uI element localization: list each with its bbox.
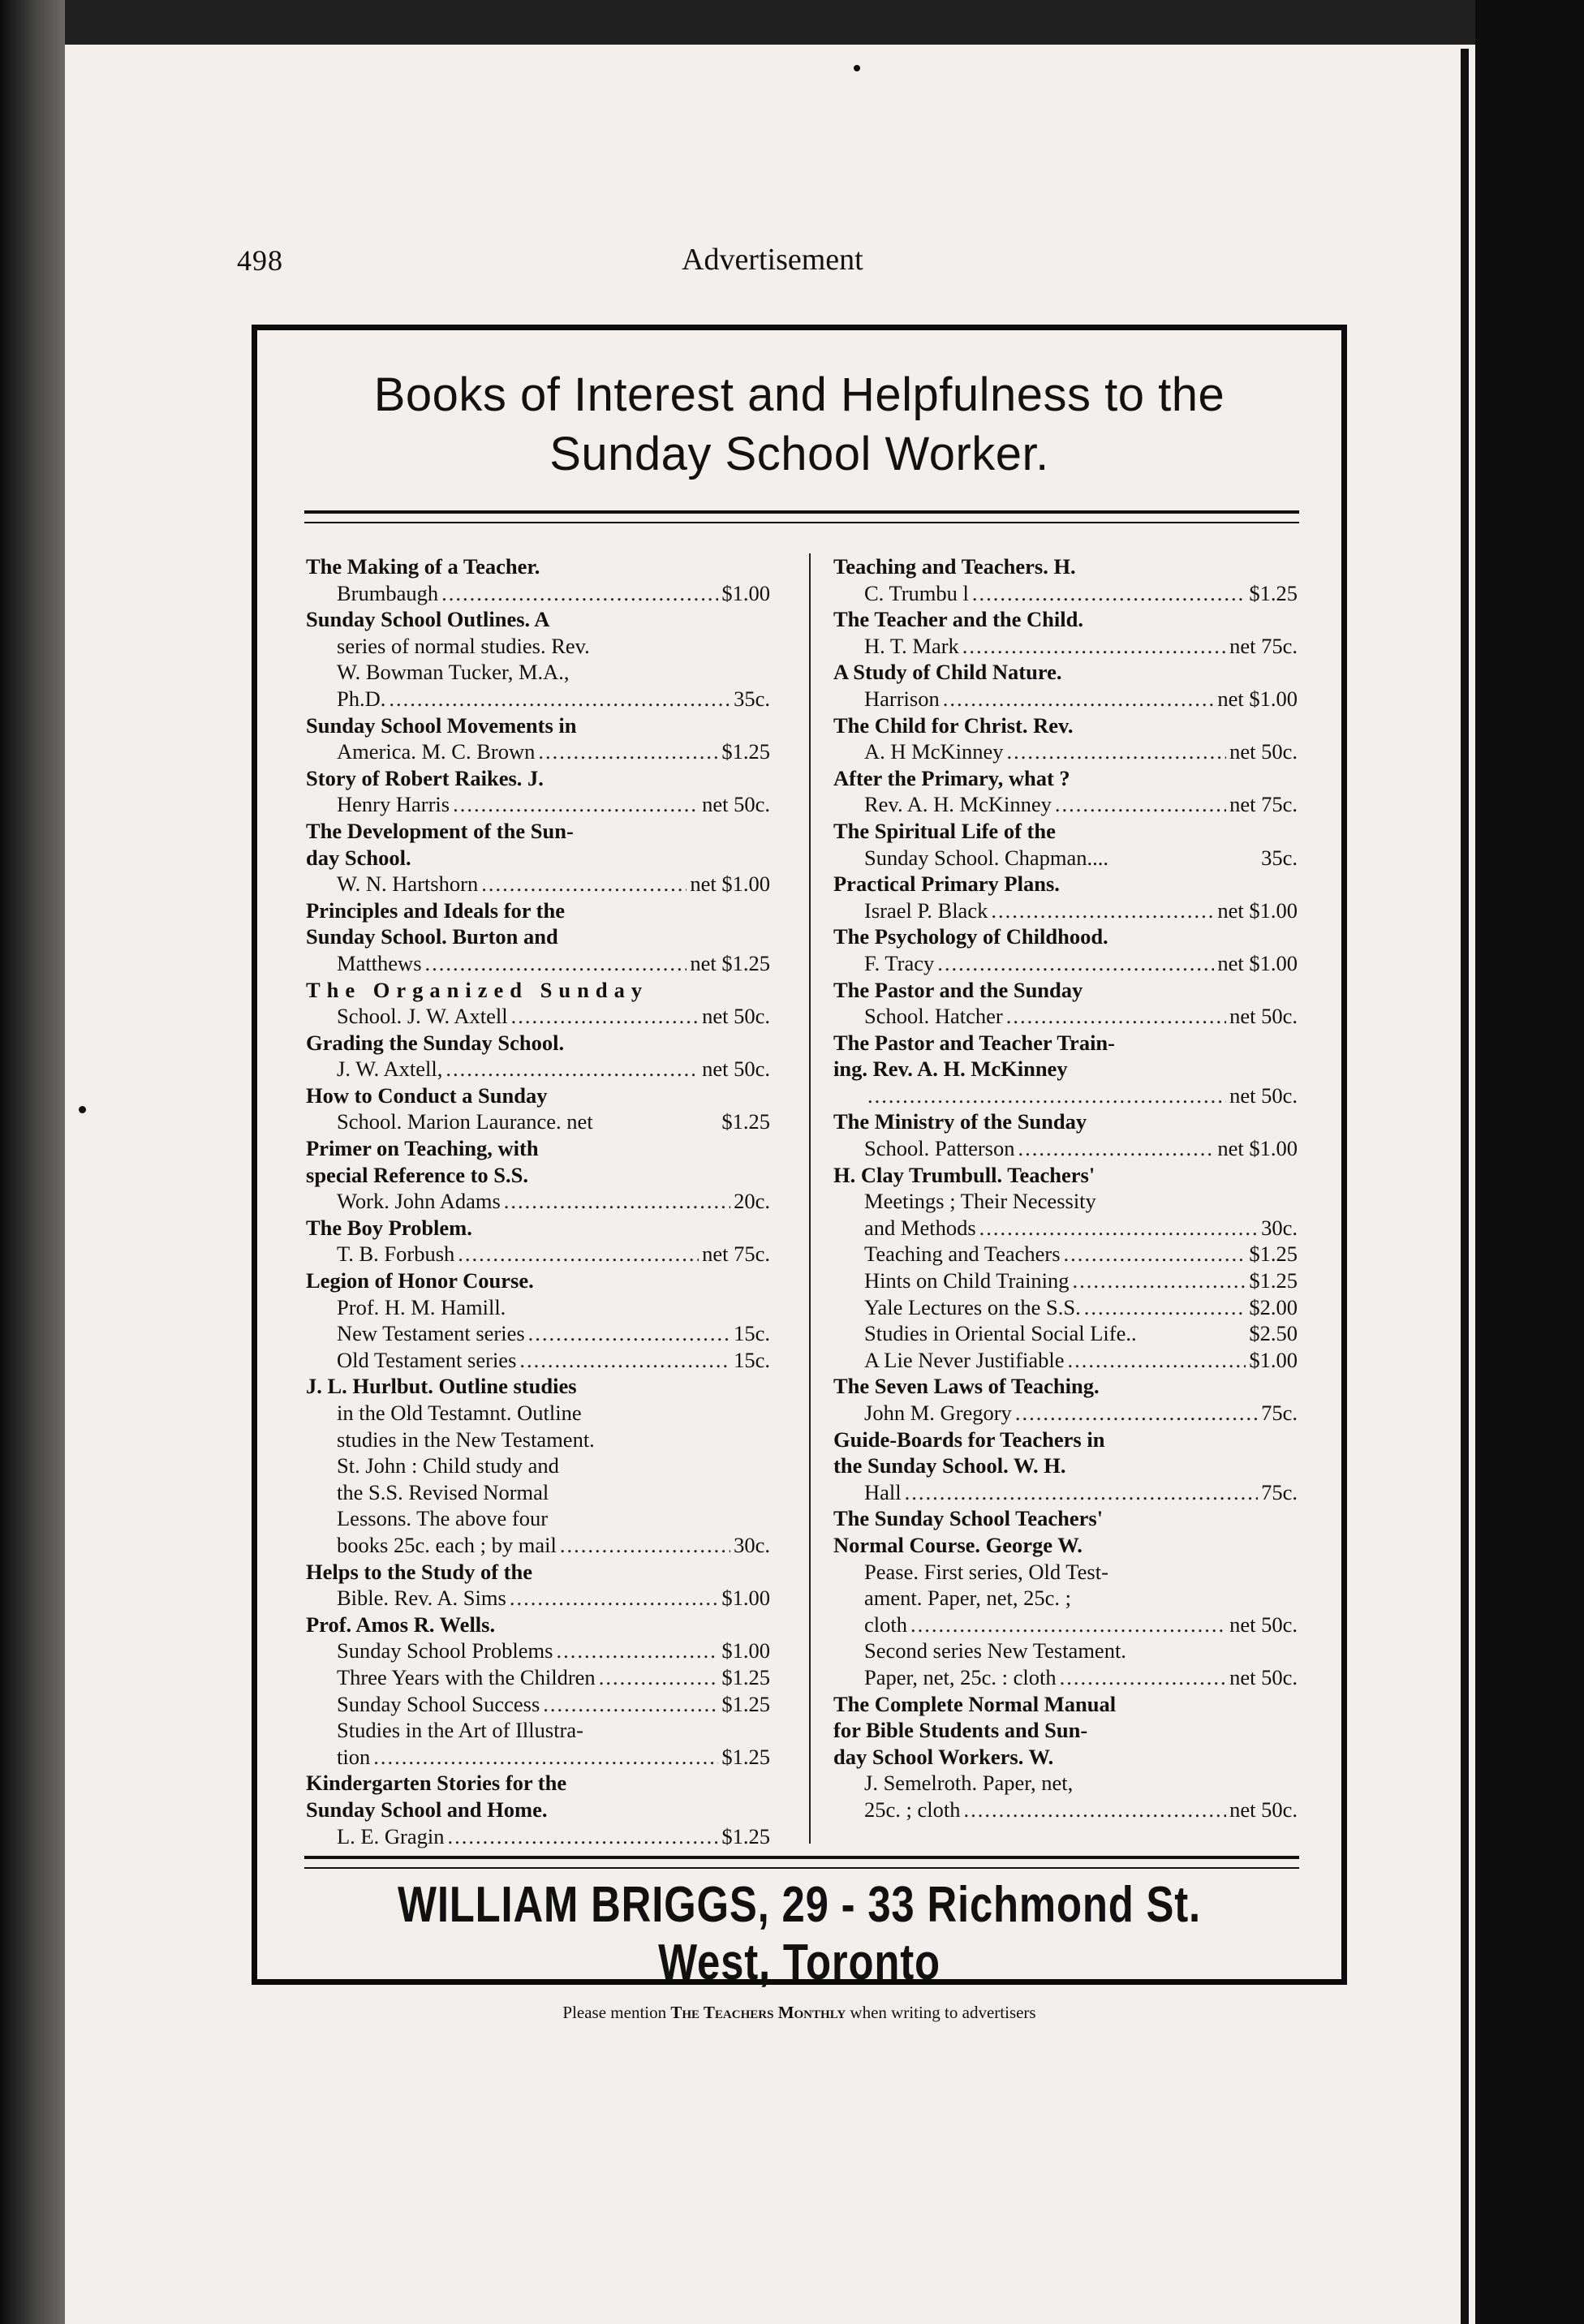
book-entry-line [833, 1030, 1298, 1057]
entry-text: Practical Primary Plans. [833, 872, 1060, 897]
book-entry-line [833, 1320, 1298, 1347]
book-entry-line [833, 580, 1298, 607]
entry-text: Paper, net, 25c. : cloth [864, 1664, 1057, 1689]
ad-title-line-1: Books of Interest and Helpfulness to the [373, 368, 1225, 421]
entry-price: net 50c. [702, 1004, 770, 1029]
book-entry-line [306, 659, 770, 686]
entry-text: School. Hatcher [864, 1004, 1003, 1029]
book-binding [0, 0, 65, 2324]
running-head: Advertisement [682, 243, 863, 277]
book-entry-line [306, 1241, 770, 1267]
entry-price: $2.00 [1249, 1294, 1298, 1319]
ink-speck [79, 1106, 86, 1113]
leader-dots [481, 871, 687, 897]
entry-text: The Complete Normal Manual [833, 1691, 1117, 1716]
mention-suffix: when writing to advertisers [850, 2003, 1036, 2022]
book-entry-line [306, 1744, 770, 1771]
leader-dots [972, 580, 1246, 607]
book-entry-line [306, 923, 770, 950]
book-entry-line [306, 1505, 770, 1532]
entry-text: The Pastor and the Sunday [833, 977, 1083, 1002]
entry-text: 25c. ; cloth [864, 1797, 961, 1822]
book-entry-line [833, 1479, 1298, 1506]
book-entry-line [306, 1108, 770, 1135]
entry-text: Studies in the Art of Illustra- [337, 1718, 583, 1743]
book-entry-line [306, 1717, 770, 1744]
leader-dots [599, 1664, 719, 1691]
book-entry-line [833, 1162, 1298, 1189]
book-entry-line [306, 765, 770, 792]
book-entry-line [306, 1188, 770, 1215]
entry-price: $1.25 [721, 1823, 770, 1848]
book-entry-line [306, 897, 770, 924]
entry-price: 75c. [1261, 1479, 1298, 1504]
leader-dots [867, 1082, 1226, 1109]
book-entry-line [833, 1532, 1298, 1559]
entry-text: J. Semelroth. Paper, net, [864, 1771, 1074, 1796]
leader-dots [1007, 738, 1227, 765]
entry-text: Lessons. The above four [337, 1506, 549, 1531]
entry-text: ing. Rev. A. H. McKinney [833, 1057, 1068, 1082]
book-entry-line [306, 633, 770, 660]
entry-text: Sunday School. Chapman.... [864, 845, 1109, 870]
book-entry-line [833, 1612, 1298, 1638]
entry-text: Teaching and Teachers [864, 1242, 1061, 1267]
entry-text: Principles and Ideals for the [306, 897, 565, 923]
book-entry-line [306, 1479, 770, 1506]
entry-text: Israel P. Black [864, 897, 988, 923]
leader-dots [1084, 1294, 1246, 1321]
book-entry-line [833, 1215, 1298, 1242]
entry-text: Yale Lectures on the S.S. [864, 1294, 1081, 1319]
leader-dots [991, 897, 1214, 924]
entry-text: J. W. Axtell, [337, 1057, 443, 1082]
book-entry-line [833, 1347, 1298, 1374]
entry-text: ament. Paper, net, 25c. ; [864, 1586, 1072, 1611]
entry-text: Studies in Oriental Social Life.. [864, 1321, 1137, 1346]
leader-dots [510, 1585, 719, 1612]
entry-text: Ph.D. [337, 686, 386, 711]
book-entry-line [833, 1108, 1298, 1135]
entry-text: the Sunday School. W. H. [833, 1453, 1066, 1478]
entry-price: $1.25 [721, 1109, 770, 1134]
entry-text: cloth [864, 1612, 907, 1637]
book-entry-line [306, 1823, 770, 1850]
book-entry-line [306, 1056, 770, 1082]
entry-price: $1.25 [721, 1664, 770, 1689]
book-entry-line [306, 1585, 770, 1612]
entry-text: Normal Course. George W. [833, 1532, 1083, 1557]
book-entry-line [306, 1797, 770, 1823]
leader-dots [962, 633, 1226, 660]
entry-price: net 50c. [702, 792, 770, 817]
book-entry-line [306, 1612, 770, 1638]
ad-title [257, 366, 1341, 484]
publisher-address: WILLIAM BRIGGS, 29 - 33 Richmond St. West, Toronto [398, 1877, 1201, 1990]
entry-text: Henry Harris [337, 792, 450, 817]
book-entry-line [306, 606, 770, 633]
leader-dots [943, 686, 1215, 712]
page-number: 498 [237, 244, 283, 277]
entry-price: net 50c. [1229, 739, 1298, 764]
leader-dots [937, 950, 1214, 977]
entry-text: Three Years with the Children [337, 1664, 596, 1689]
entry-text: Sunday School. Burton and [306, 924, 558, 949]
leader-dots [1068, 1347, 1246, 1374]
entry-price: net 75c. [1229, 792, 1298, 817]
entry-text: Bible. Rev. A. Sims [337, 1586, 506, 1611]
entry-text: T. B. Forbush [337, 1242, 455, 1267]
entry-text: Kindergarten Stories for the [306, 1771, 567, 1796]
entry-text: for Bible Students and Sun- [833, 1718, 1088, 1743]
book-entry-line [833, 1135, 1298, 1162]
entry-text: books 25c. each ; by mail [337, 1532, 557, 1557]
entry-price: $1.25 [721, 739, 770, 764]
leader-dots [458, 1241, 699, 1267]
book-entry-line [833, 1082, 1298, 1109]
entry-text: Second series New Testament. [864, 1638, 1126, 1663]
entry-text: Rev. A. H. McKinney [864, 792, 1052, 817]
book-entry-line [833, 1003, 1298, 1030]
book-entry-line [306, 1452, 770, 1479]
entry-text: The Seven Laws of Teaching. [833, 1374, 1100, 1399]
entry-price: 15c. [734, 1321, 770, 1346]
leader-dots [1015, 1400, 1258, 1427]
entry-price: net 50c. [1229, 1664, 1298, 1689]
entry-text: The Boy Problem. [306, 1215, 472, 1240]
book-entry-line [306, 738, 770, 765]
book-entry-line [833, 633, 1298, 660]
book-entry-line [306, 553, 770, 580]
book-entry-line [833, 1427, 1298, 1453]
entry-text: The Child for Christ. Rev. [833, 712, 1074, 738]
entry-text: Hall [864, 1479, 902, 1504]
book-entry-line [833, 686, 1298, 712]
book-entry-line [306, 1664, 770, 1691]
entry-text: The Sunday School Teachers' [833, 1506, 1104, 1531]
book-entry-line [833, 1664, 1298, 1691]
leader-dots [905, 1479, 1258, 1506]
entry-text: W. N. Hartshorn [337, 872, 479, 897]
mention-line [252, 2003, 1347, 2023]
book-entry-line [833, 712, 1298, 739]
entry-text: The Ministry of the Sunday [833, 1109, 1087, 1134]
entry-price: $1.25 [1249, 1268, 1298, 1293]
book-entry-line [306, 1427, 770, 1453]
entry-text: Story of Robert Raikes. J. [306, 765, 544, 790]
entry-price: net $1.00 [1217, 897, 1298, 923]
leader-dots [1060, 1664, 1226, 1691]
entry-price: 35c. [1261, 845, 1298, 870]
leader-dots [1006, 1003, 1226, 1030]
entry-text: School. J. W. Axtell [337, 1004, 508, 1029]
entry-price: net 50c. [702, 1057, 770, 1082]
entry-text: Old Testament series [337, 1347, 517, 1372]
entry-text: Sunday School Outlines. A [306, 607, 550, 632]
entry-text: America. M. C. Brown [337, 739, 536, 764]
entry-price: $1.25 [721, 1744, 770, 1769]
book-entry-line [306, 1267, 770, 1294]
entry-text: The Teacher and the Child. [833, 607, 1084, 632]
book-entry-line [306, 818, 770, 845]
entry-price: net $1.00 [1217, 686, 1298, 711]
book-entry-line [306, 1294, 770, 1321]
book-entry-line [833, 1559, 1298, 1586]
entry-text: H. Clay Trumbull. Teachers' [833, 1162, 1095, 1187]
leader-dots [979, 1215, 1258, 1242]
entry-price: net $1.00 [1217, 1136, 1298, 1161]
leader-dots [519, 1347, 730, 1374]
entry-text: Prof. Amos R. Wells. [306, 1612, 496, 1637]
book-entry-line [306, 712, 770, 739]
book-entry-line [306, 1135, 770, 1162]
book-entry-line [833, 1267, 1298, 1294]
entry-text: Harrison [864, 686, 940, 711]
leader-dots [511, 1003, 699, 1030]
book-entry-line [306, 1215, 770, 1242]
entry-price: 30c. [1261, 1215, 1298, 1240]
leader-dots [1055, 791, 1226, 818]
entry-text: Legion of Honor Course. [306, 1268, 534, 1293]
book-entry-line [833, 977, 1298, 1004]
book-entry-line [306, 686, 770, 712]
book-entry-line [306, 977, 770, 1004]
book-entry-line [833, 1770, 1298, 1797]
entry-text: Sunday School Movements in [306, 712, 577, 738]
book-entry-line [833, 659, 1298, 686]
book-entry-line [833, 1188, 1298, 1215]
entry-price: $1.00 [1249, 1347, 1298, 1372]
mention-prefix: Please mention [562, 2003, 667, 2022]
entry-price: $1.25 [721, 1691, 770, 1716]
entry-price: $1.25 [1249, 580, 1298, 605]
leader-dots [1073, 1267, 1246, 1294]
book-entry-line [833, 1452, 1298, 1479]
top-double-rule [304, 510, 1299, 523]
entry-text: F. Tracy [864, 950, 935, 975]
entry-text: Brumbaugh [337, 580, 439, 605]
entry-text: Pease. First series, Old Test- [864, 1559, 1108, 1584]
entry-text: C. Trumbu l [864, 580, 969, 605]
leader-dots [538, 738, 718, 765]
ad-title-line-2: Sunday School Worker. [549, 427, 1049, 480]
book-entry-line [306, 1373, 770, 1400]
entry-text: The Development of the Sun- [306, 818, 574, 843]
right-margin-rule [1461, 49, 1469, 2324]
book-entry-line [306, 950, 770, 977]
book-entry-line [833, 1797, 1298, 1823]
entry-text: Grading the Sunday School. [306, 1030, 565, 1055]
book-entry-line [833, 738, 1298, 765]
advertisement-box [252, 325, 1347, 1990]
leader-dots [441, 580, 718, 607]
book-entry-line [833, 1691, 1298, 1718]
entry-text: John M. Gregory [864, 1401, 1012, 1425]
entry-text: studies in the New Testament. [337, 1427, 595, 1452]
entry-text: The Organized Sunday [306, 977, 649, 1002]
book-entry-line [833, 818, 1298, 845]
book-entry-line [833, 845, 1298, 872]
entry-text: Guide-Boards for Teachers in [833, 1427, 1105, 1452]
book-entry-line [833, 1505, 1298, 1532]
book-entry-line [306, 1400, 770, 1427]
book-entry-line [833, 765, 1298, 792]
entry-text: Hints on Child Training [864, 1268, 1070, 1293]
entry-price: net 50c. [1229, 1612, 1298, 1637]
entry-price: net $1.00 [690, 872, 770, 897]
entry-text: special Reference to S.S. [306, 1162, 529, 1187]
leader-dots [560, 1532, 730, 1559]
book-entry-line [306, 845, 770, 872]
leader-dots [373, 1744, 718, 1771]
bottom-double-rule [304, 1856, 1299, 1869]
ink-speck [854, 65, 860, 71]
entry-price: 35c. [734, 686, 770, 711]
book-entry-line [833, 897, 1298, 924]
book-entry-line [306, 1532, 770, 1559]
entry-price: net 50c. [1229, 1797, 1298, 1822]
entry-price: $1.25 [1249, 1242, 1298, 1267]
entry-text: H. T. Mark [864, 633, 959, 658]
leader-dots [528, 1320, 730, 1347]
book-entry-line [306, 1770, 770, 1797]
entry-text: L. E. Gragin [337, 1823, 445, 1848]
book-entry-line [833, 871, 1298, 897]
entry-text: The Spiritual Life of the [833, 818, 1056, 843]
entry-text: Meetings ; Their Necessity [864, 1189, 1096, 1214]
entry-text: The Pastor and Teacher Train- [833, 1030, 1115, 1055]
entry-text: series of normal studies. Rev. [337, 633, 590, 658]
book-entry-line [833, 1241, 1298, 1267]
entry-text: Work. John Adams [337, 1189, 501, 1214]
entry-text: J. L. Hurlbut. Outline studies [306, 1374, 577, 1399]
book-entry-line [306, 1082, 770, 1109]
leader-dots [504, 1188, 730, 1215]
book-entry-line [306, 580, 770, 607]
entry-text: day School. [306, 845, 411, 870]
entry-price: $1.00 [721, 1586, 770, 1611]
entry-price: net $1.25 [690, 950, 770, 975]
book-entry-line [833, 1585, 1298, 1612]
book-entry-line [306, 1691, 770, 1718]
entry-text: How to Conduct a Sunday [306, 1082, 548, 1108]
entry-price: net $1.00 [1217, 950, 1298, 975]
book-entry-line [833, 950, 1298, 977]
page-edge-shadow [1475, 0, 1584, 2324]
book-entry-line [306, 1003, 770, 1030]
entry-text: W. Bowman Tucker, M.A., [337, 660, 570, 685]
leader-dots [556, 1638, 718, 1664]
book-entry-line [833, 1373, 1298, 1400]
book-entry-line [833, 1294, 1298, 1321]
leader-dots [425, 950, 687, 977]
leader-dots [453, 791, 699, 818]
entry-text: A Study of Child Nature. [833, 660, 1062, 685]
entry-price: 15c. [734, 1347, 770, 1372]
entry-text: New Testament series [337, 1321, 525, 1346]
leader-dots [389, 686, 730, 712]
entry-text: Sunday School Problems [337, 1638, 553, 1663]
entry-price: net 75c. [702, 1242, 770, 1267]
entry-price: 75c. [1261, 1401, 1298, 1425]
book-entry-line [306, 791, 770, 818]
entry-price: $1.00 [721, 580, 770, 605]
leader-dots [1018, 1135, 1215, 1162]
book-entry-line [306, 1030, 770, 1057]
book-entry-line [833, 606, 1298, 633]
entry-text: Helps to the Study of the [306, 1559, 533, 1584]
entry-price: net 50c. [1229, 1082, 1298, 1108]
left-book-column [306, 553, 770, 1849]
entry-text: After the Primary, what ? [833, 765, 1070, 790]
entry-text: Prof. H. M. Hamill. [337, 1294, 506, 1319]
entry-price: 30c. [734, 1532, 770, 1557]
book-entry-line [833, 1400, 1298, 1427]
column-divider [809, 553, 811, 1844]
entry-text: the S.S. Revised Normal [337, 1479, 549, 1504]
leader-dots [1064, 1241, 1246, 1267]
entry-text: St. John : Child study and [337, 1453, 559, 1478]
book-entry-line [306, 1347, 770, 1374]
entry-text: The Psychology of Childhood. [833, 924, 1108, 949]
entry-text: The Making of a Teacher. [306, 554, 540, 579]
entry-text: and Methods [864, 1215, 976, 1240]
leader-dots [543, 1691, 718, 1718]
entry-text: day School Workers. W. [833, 1744, 1054, 1769]
book-entry-line [306, 1320, 770, 1347]
entry-text: A. H McKinney [864, 739, 1004, 764]
leader-dots [446, 1056, 699, 1082]
entry-text: Sunday School and Home. [306, 1797, 548, 1822]
book-entry-line [833, 1744, 1298, 1771]
leader-dots [964, 1797, 1227, 1823]
book-entry-line [833, 1638, 1298, 1664]
entry-text: tion [337, 1744, 371, 1769]
entry-text: Primer on Teaching, with [306, 1136, 539, 1161]
book-entry-line [306, 1162, 770, 1189]
leader-dots [447, 1823, 718, 1850]
entry-price: $1.00 [721, 1638, 770, 1663]
entry-price: net 50c. [1229, 1004, 1298, 1029]
book-entry-line [833, 791, 1298, 818]
leader-dots [910, 1612, 1226, 1638]
entry-text: Sunday School Success [337, 1691, 540, 1716]
right-book-column [833, 553, 1298, 1823]
book-entry-line [306, 1638, 770, 1664]
entry-text: Teaching and Teachers. H. [833, 554, 1076, 579]
magazine-name: The Teachers Monthly [670, 2003, 846, 2022]
book-entry-line [833, 553, 1298, 580]
entry-price: $2.50 [1249, 1321, 1298, 1346]
book-entry-line [833, 1056, 1298, 1082]
book-entry-line [306, 1559, 770, 1586]
entry-text: Matthews [337, 950, 422, 975]
book-entry-line [306, 871, 770, 897]
book-entry-line [833, 923, 1298, 950]
entry-price: net 75c. [1229, 633, 1298, 658]
entry-price: 20c. [734, 1189, 770, 1214]
book-entry-line [833, 1717, 1298, 1744]
entry-text: in the Old Testamnt. Outline [337, 1401, 582, 1425]
entry-text: School. Marion Laurance. net [337, 1109, 593, 1134]
entry-text: A Lie Never Justifiable [864, 1347, 1065, 1372]
entry-text: School. Patterson [864, 1136, 1015, 1161]
